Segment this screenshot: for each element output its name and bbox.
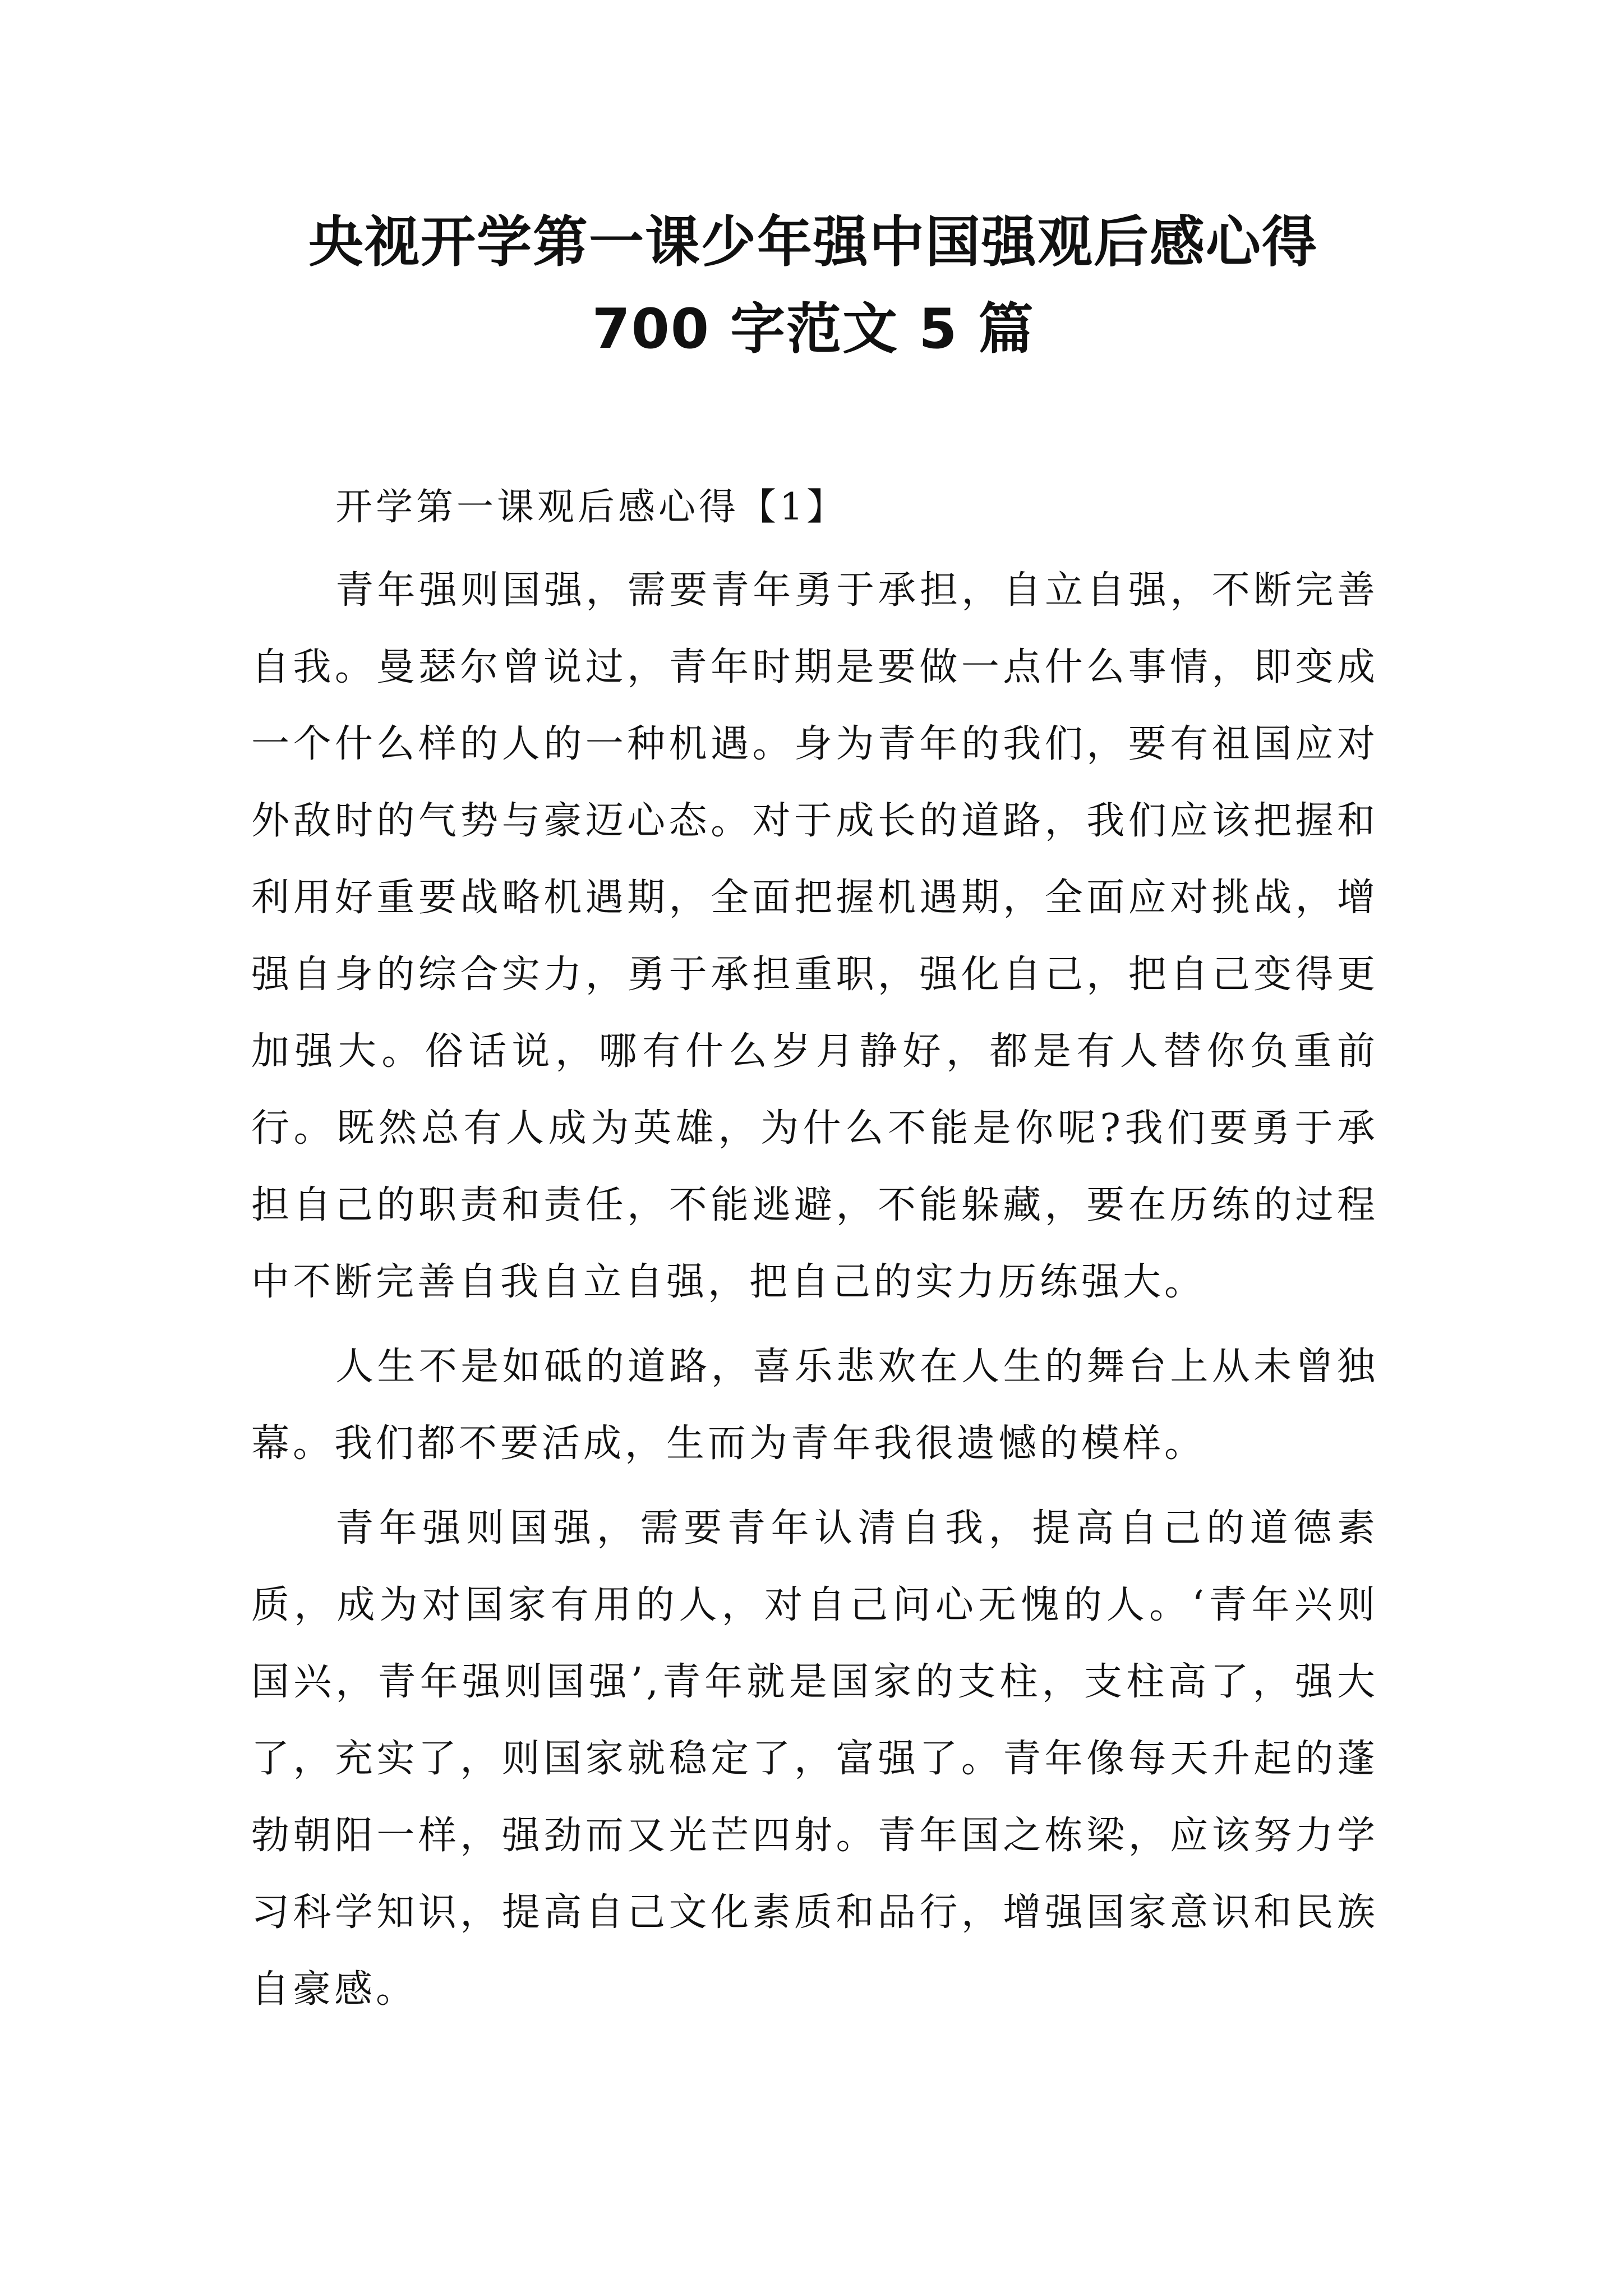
paragraph-3: 青年强则国强，需要青年认清自我，提高自己的道德素质，成为对国家有用的人，对自己问心无愧的人。‘青年兴则国兴，青年强则国强’,青年就是国家的支柱，支柱高了，强大了，充实了，则国家就稳定了，富强了。青年像每天升起的蓬勃朝阳一样，强劲而又光芒四射。青年国之栋梁，应该努力学习科学知识，提高自己文化素质和品行，增强国家意识和民族自豪感。 [251,1506,1378,2012]
document-body [251,468,1378,2036]
document-title [168,199,1458,373]
title-line-1: 央视开学第一课少年强中国强观后感心得 [308,210,1318,274]
paragraph-2: 人生不是如砥的道路，喜乐悲欢在人生的舞台上从未曾独幕。我们都不要活成，生而为青年我很遗憾的模样。 [251,1345,1378,1466]
paragraph-1: 青年强则国强，需要青年勇于承担，自立自强，不断完善自我。曼瑟尔曾说过，青年时期是要做一点什么事情，即变成一个什么样的人的一种机遇。身为青年的我们，要有祖国应对外敌时的气势与豪迈心态。对于成长的道路，我们应该把握和利用好重要战略机遇期，全面把握机遇期，全面应对挑战，增强自身的综合实力，勇于承担重职，强化自己，把自己变得更加强大。俗话说，哪有什么岁月静好，都是有人替你负重前行。既然总有人成为英雄，为什么不能是你呢?我们要勇于承担自己的职责和责任，不能逃避，不能躲藏，要在历练的过程中不断完善自我自立自强，把自己的实力历练强大。 [251,568,1378,1304]
title-line-2: 700 字范文 5 篇 [592,297,1035,361]
section-heading: 开学第一课观后感心得【1】 [335,485,847,528]
